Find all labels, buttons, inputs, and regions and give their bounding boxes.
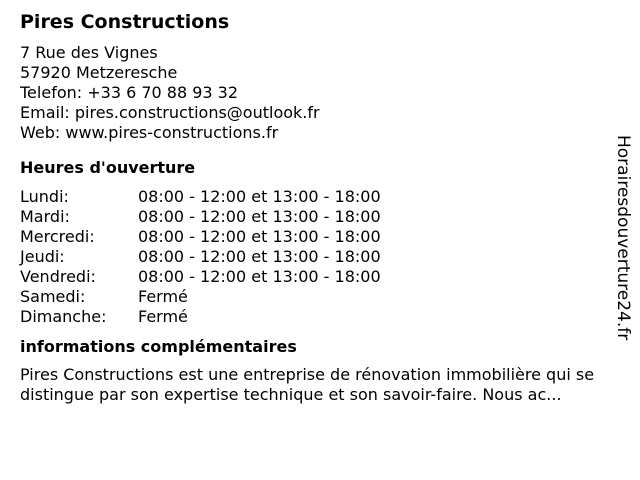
day-label: Lundi: — [20, 187, 69, 206]
day-label: Dimanche: — [20, 307, 107, 326]
day-label: Samedi: — [20, 287, 86, 306]
day-hours: 08:00 - 12:00 et 13:00 - 18:00 — [138, 267, 381, 286]
address-line-1: 7 Rue des Vignes — [20, 43, 158, 62]
phone-text: Telefon: +33 6 70 88 93 32 — [20, 83, 239, 102]
business-card — [20, 10, 630, 405]
site-watermark: Horairesdouverture24.fr — [613, 135, 633, 341]
info-title: informations complémentaires — [20, 337, 297, 356]
hours-row-wednesday — [20, 227, 630, 247]
day-hours: 08:00 - 12:00 et 13:00 - 18:00 — [138, 187, 381, 206]
day-label: Mardi: — [20, 207, 70, 226]
business-name: Pires Constructions — [20, 11, 230, 33]
hours-row-saturday — [20, 287, 630, 307]
hours-row-friday — [20, 267, 630, 287]
day-label: Mercredi: — [20, 227, 95, 246]
address-line-2: 57920 Metzeresche — [20, 63, 178, 82]
day-hours: 08:00 - 12:00 et 13:00 - 18:00 — [138, 247, 381, 266]
web-text: Web: www.pires-constructions.fr — [20, 123, 279, 142]
hours-row-monday — [20, 187, 630, 207]
day-hours: Fermé — [138, 287, 188, 306]
day-hours: 08:00 - 12:00 et 13:00 - 18:00 — [138, 227, 381, 246]
contact-block — [20, 43, 630, 143]
hours-row-tuesday — [20, 207, 630, 227]
hours-title: Heures d'ouverture — [20, 158, 196, 177]
day-label: Jeudi: — [20, 247, 65, 266]
day-hours: 08:00 - 12:00 et 13:00 - 18:00 — [138, 207, 381, 226]
info-description: Pires Constructions est une entreprise de rénovation immobilière qui se distingue par son expertise technique et son savoir-faire. Nous ac... — [20, 365, 595, 404]
day-hours: Fermé — [138, 307, 188, 326]
hours-table — [20, 187, 630, 327]
email-text: Email: pires.constructions@outlook.fr — [20, 103, 320, 122]
day-label: Vendredi: — [20, 267, 96, 286]
hours-row-thursday — [20, 247, 630, 267]
hours-row-sunday — [20, 307, 630, 327]
